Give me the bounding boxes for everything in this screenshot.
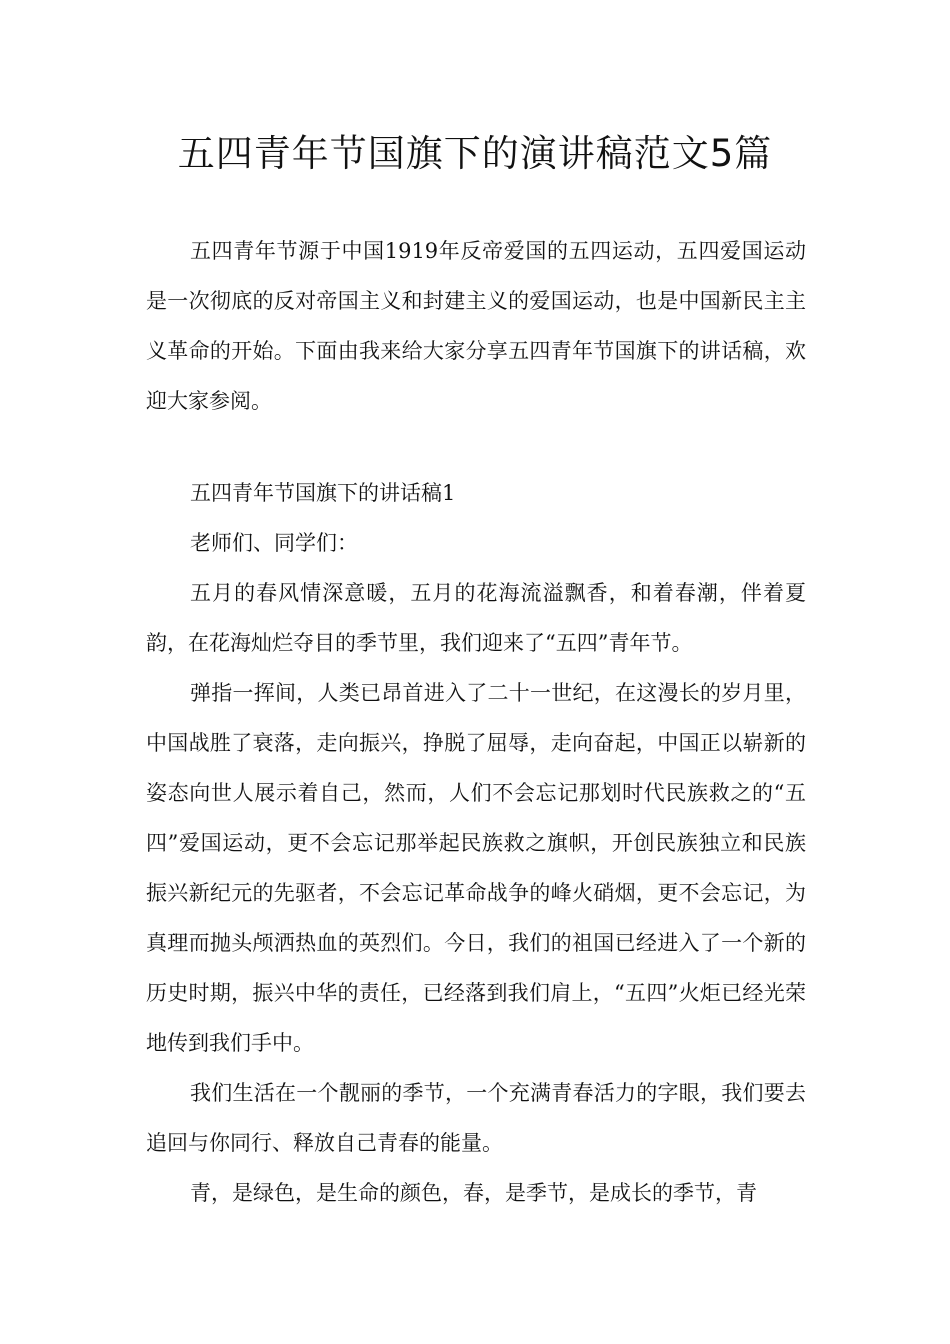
body-paragraph: 我们生活在一个靓丽的季节，一个充满青春活力的字眼，我们要去追回与你同行、释放自己青春的能量。 [146,1081,806,1155]
intro-paragraph: 五四青年节源于中国1919年反帝爱国的五四运动，五四爱国运动是一次彻底的反对帝国主义和封建主义的爱国运动，也是中国新民主主义革命的开始。下面由我来给大家分享五四青年节国旗下的讲话稿，欢迎大家参阅。 [146,239,806,413]
salutation: 老师们、同学们： [190,531,358,555]
section-heading: 五四青年节国旗下的讲话稿1 [190,481,456,505]
document-title: 五四青年节国旗下的演讲稿范文5篇 [177,132,773,175]
body-paragraph: 青，是绿色，是生命的颜色，春，是季节，是成长的季节，青 [190,1181,757,1205]
body-paragraph: 五月的春风情深意暖，五月的花海流溢飘香，和着春潮，伴着夏韵，在花海灿烂夺目的季节里，我们迎来了“五四”青年节。 [146,581,806,655]
body-paragraph: 弹指一挥间，人类已昂首进入了二十一世纪，在这漫长的岁月里，中国战胜了衰落，走向振兴，挣脱了屈辱，走向奋起，中国正以崭新的姿态向世人展示着自己，然而，人们不会忘记那划时代民族救之的“五四”爱国运动，更不会忘记那举起民族救之旗帜，开创民族独立和民族振兴新纪元的先驱者，不会忘记革命战争的峰火硝烟，更不会忘记，为真理而抛头颅洒热血的英烈们。今日，我们的祖国已经进入了一个新的历史时期，振兴中华的责任，已经落到我们肩上，“五四”火炬已经光荣地传到我们手中。 [146,681,806,1055]
document-body [146,226,806,1218]
